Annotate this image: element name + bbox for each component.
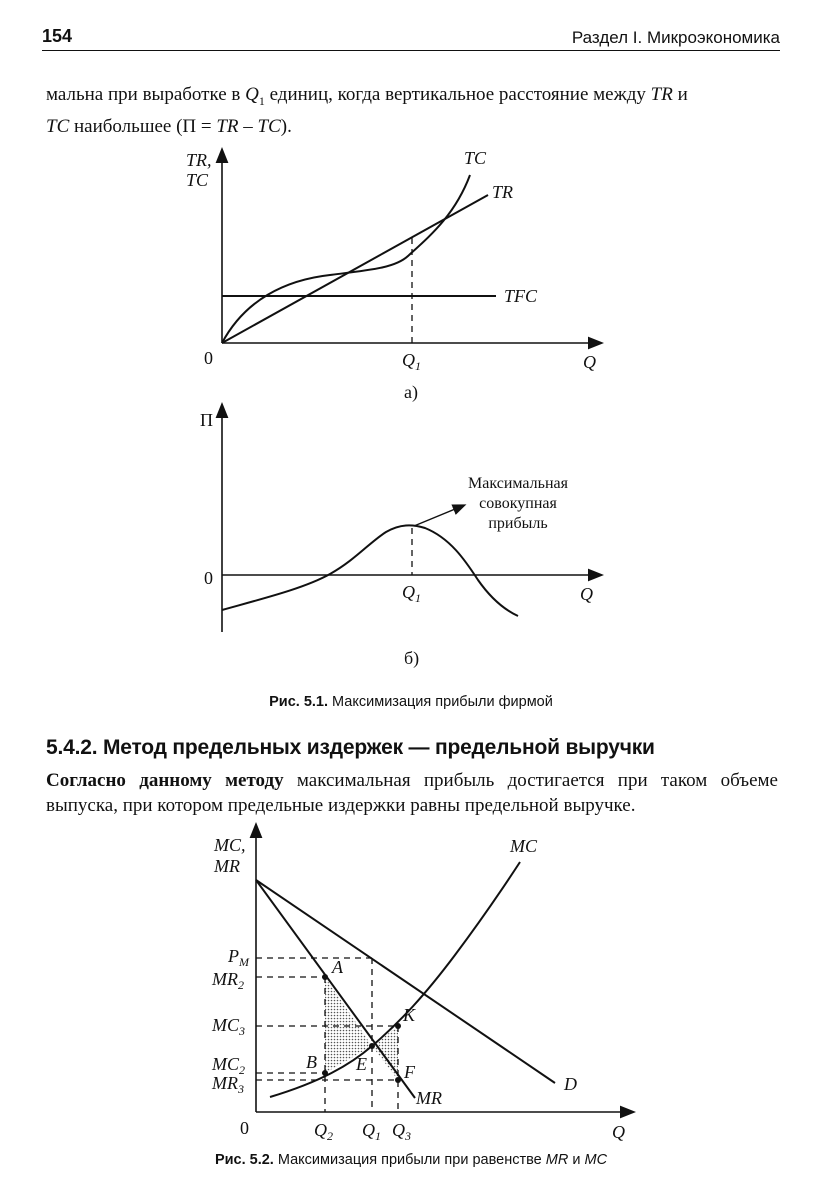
fig2-x-label: Q [612, 1122, 625, 1142]
fig1a-q1-label: $Q_1$ [402, 350, 421, 373]
tc-curve [222, 175, 470, 343]
running-header: Раздел I. Микроэкономика [571, 28, 780, 47]
intro-text-4: наибольшее (П = [69, 115, 217, 137]
caption-figure-2 [0, 1152, 822, 1168]
q3-label: $Q_3$ [392, 1120, 411, 1143]
figure-2 [211, 830, 628, 1143]
mr-label: MR [416, 1088, 442, 1108]
point-k-marker [395, 1023, 401, 1029]
point-b-label: B [306, 1052, 317, 1072]
intro-tr: TR [650, 84, 673, 105]
fig1a-origin: 0 [204, 348, 213, 368]
fig1a-tfc-label: TFC [504, 286, 538, 306]
max-profit-arrow [414, 507, 460, 526]
mc-label: MC [510, 836, 537, 856]
mr3-label: $MR_3$ [212, 1073, 244, 1096]
figure-1b [200, 410, 596, 669]
intro-formula: TR – TC [216, 115, 281, 137]
q2-label: $Q_2$ [314, 1120, 333, 1143]
fig1a-x-label: Q [583, 352, 596, 372]
caption-1-text: Максимизация прибыли фирмой [328, 694, 553, 710]
intro-tc: TC [46, 115, 70, 137]
point-f-label: F [404, 1062, 415, 1082]
figure-1a [186, 148, 596, 403]
point-f-marker [395, 1077, 401, 1083]
mc2-label: $MC_2$ [212, 1054, 245, 1077]
d-label: D [564, 1074, 577, 1094]
fig1a-tr-label: TR [492, 182, 514, 202]
point-a-label: A [332, 957, 343, 977]
caption-2-mc: MC [584, 1152, 608, 1168]
paragraph-2-bold: Согласно данному методу [46, 770, 284, 791]
fig1b-q1-label: $Q_1$ [402, 582, 421, 605]
q1-label: $Q_1$ [362, 1120, 381, 1143]
max-profit-note-1: Максимальная [468, 475, 568, 492]
point-a-marker [322, 974, 328, 980]
caption-figure-1 [0, 694, 822, 710]
max-profit-note-3: прибыль [488, 515, 548, 532]
pm-label: $P_M$ [228, 946, 249, 969]
caption-1-number: Рис. 5.1. [269, 694, 329, 710]
fig2-y-label-2: MR [214, 856, 240, 876]
mc3-label: $MC_3$ [212, 1015, 245, 1038]
intro-q1-sub: 1 [258, 93, 265, 108]
demand-line [256, 880, 555, 1083]
point-e-marker [369, 1043, 375, 1049]
point-b-marker [322, 1070, 328, 1076]
mr2-label: $MR_2$ [212, 969, 244, 992]
fig1b-y-label: П [200, 410, 213, 430]
max-profit-note-2: совокупная [479, 495, 557, 512]
fig1a-y-label-2: TC [186, 170, 209, 190]
intro-q1: Q [245, 84, 259, 105]
page-number: 154 [42, 26, 73, 46]
profit-curve [222, 525, 518, 616]
fig1a-tc-label: TC [464, 148, 487, 168]
point-k-label: K [403, 1005, 416, 1025]
fig1a-y-label-1: TR, [186, 150, 212, 170]
intro-text-1: мальна при выработке в [46, 84, 246, 105]
caption-2-text-2: и [568, 1152, 585, 1168]
paragraph-2-text: максимальная прибыль достигается при таком объеме выпуска, при котором предельные издержки равны предельной выручке. [46, 770, 778, 816]
method-paragraph [46, 768, 778, 818]
fig1b-panel-label: б) [404, 648, 420, 668]
intro-text-3: и [672, 84, 688, 105]
intro-text-2: единиц, когда вертикальное расстояние между [264, 84, 651, 105]
intro-text-5: ). [280, 115, 292, 137]
point-e-label: E [356, 1054, 367, 1074]
caption-2-number: Рис. 5.2. [214, 1152, 274, 1168]
fig1a-panel-label: а) [404, 382, 418, 402]
fig2-y-label-1: MC, [214, 835, 246, 855]
fig1b-origin: 0 [204, 568, 213, 588]
fig2-origin: 0 [240, 1118, 249, 1138]
tr-line [222, 195, 488, 343]
section-heading: 5.4.2. Метод предельных издержек — предельной выручки [46, 736, 655, 759]
caption-2-mr: MR [545, 1152, 569, 1168]
fig1b-x-label: Q [580, 584, 593, 604]
caption-2-text-1: Максимизация прибыли при равенстве [273, 1152, 546, 1168]
